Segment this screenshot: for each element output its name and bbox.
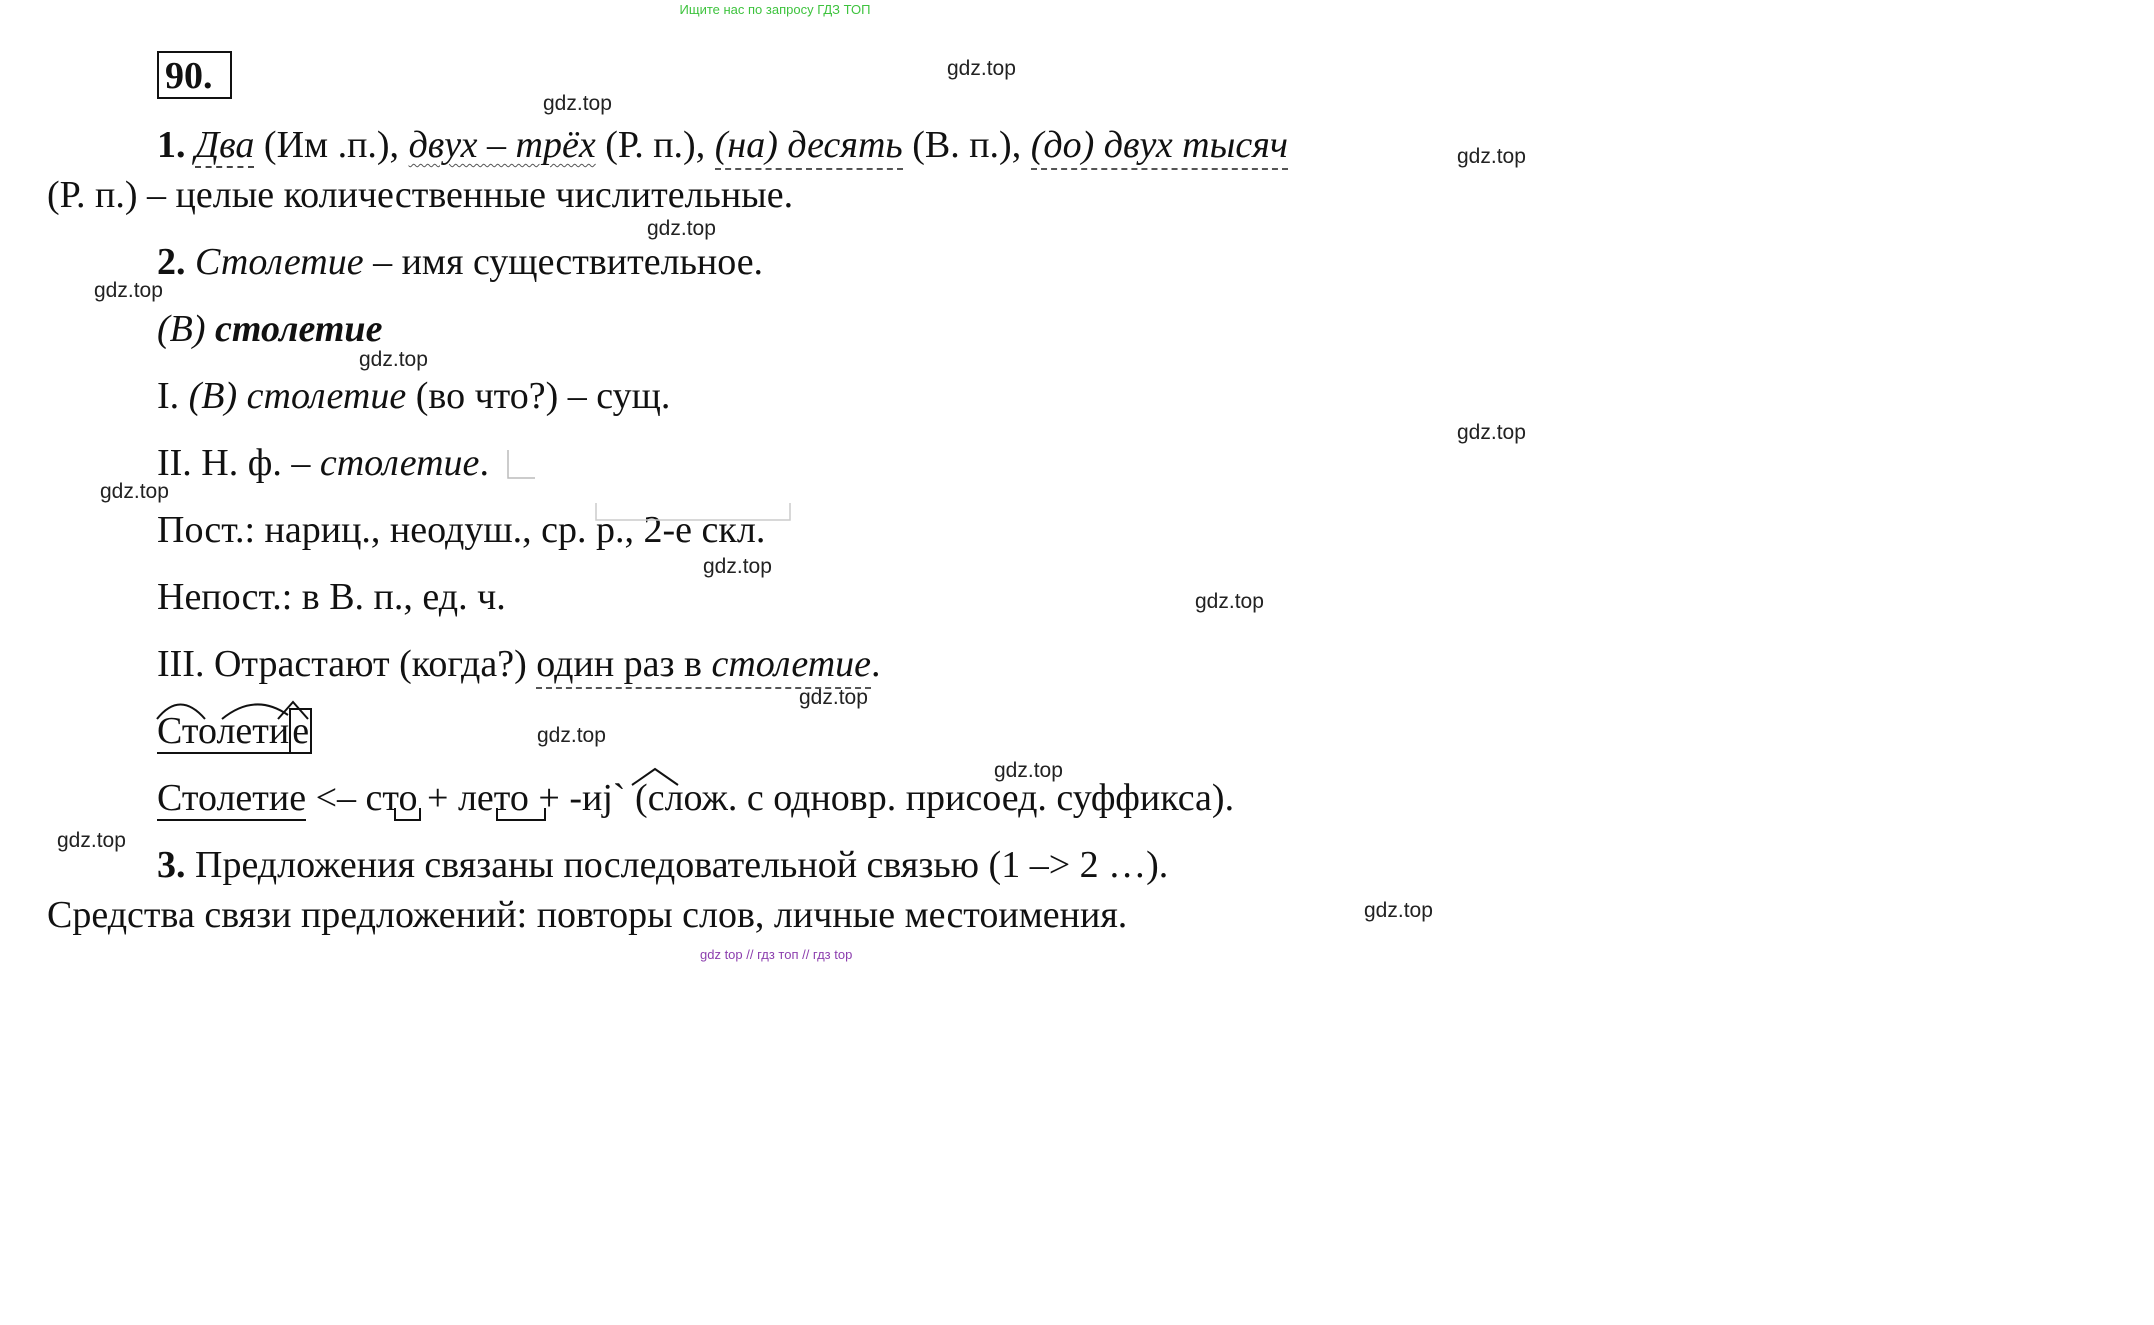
item-3-text: Предложения связаны последовательной связью (1 –> 2 …). xyxy=(185,844,1169,886)
plus: + xyxy=(417,777,458,819)
word-dva: Два xyxy=(195,124,255,166)
word-stem: Столети xyxy=(157,710,290,752)
prefix-arc xyxy=(157,705,205,720)
watermark: gdz.top xyxy=(947,57,1016,80)
variable-features: Непост.: в В. п., ед. ч. xyxy=(157,576,506,618)
word-do-dvuh-tysyach: (до) двух тысяч xyxy=(1031,124,1288,170)
adverbial-phrase: один раз в столетие xyxy=(536,643,871,689)
punct: . xyxy=(479,442,489,484)
watermark: gdz.top xyxy=(1457,421,1526,444)
watermark: gdz.top xyxy=(100,480,169,503)
watermark: gdz.top xyxy=(1195,590,1264,613)
step-text: (во что?) – сущ. xyxy=(406,375,671,417)
watermark: gdz.top xyxy=(543,92,612,115)
item-number: 2. xyxy=(157,241,186,283)
preposition: (В) xyxy=(157,308,216,350)
punct: . xyxy=(871,643,881,685)
step-word: (В) столетие xyxy=(188,375,407,417)
case-text: (В. п.), xyxy=(902,124,1031,166)
arrow-text: <– xyxy=(306,777,366,819)
watermark: gdz.top xyxy=(94,279,163,302)
watermark: gdz.top xyxy=(703,555,772,578)
watermark: gdz.top xyxy=(57,829,126,852)
suffix-ij: иj xyxy=(581,777,613,819)
watermark: gdz.top xyxy=(537,724,606,747)
initial-form: столетие xyxy=(319,442,480,484)
item-number: 3. xyxy=(157,844,186,886)
suffix-mark-ij xyxy=(632,769,678,785)
case-text: (Им .п.), xyxy=(254,124,409,166)
step-label: II. Н. ф. – xyxy=(157,442,320,484)
watermark: gdz.top xyxy=(1457,145,1526,168)
watermark: gdz.top xyxy=(647,217,716,240)
constant-features: Пост.: нариц., неодуш., ср. р., 2-е скл. xyxy=(157,509,766,551)
watermark: gdz.top xyxy=(799,686,868,709)
item-1-line-continued: (Р. п.) – целые количественные числительные. xyxy=(47,174,794,216)
top-banner: Ищите нас по запросу ГДЗ ТОП xyxy=(679,2,871,17)
step-label: I. xyxy=(157,375,189,417)
root-leto: лето xyxy=(457,777,529,819)
word-na-desyat: (на) десять xyxy=(715,124,903,170)
watermark: gdz.top xyxy=(1364,899,1433,922)
derived-word: Столетие xyxy=(157,777,307,819)
watermark: gdz.top xyxy=(994,759,1063,782)
item-3-line-continued: Средства связи предложений: повторы слов, личные местоимения. xyxy=(47,894,1128,936)
plus: + - xyxy=(528,777,582,819)
root-bracket-leto xyxy=(497,808,545,820)
item-number: 1. xyxy=(157,124,186,166)
root-arc xyxy=(222,704,288,719)
pos-text: – имя существительное. xyxy=(363,241,764,283)
footer-watermark: gdz top // гдз топ // гдз top xyxy=(700,947,853,962)
ending-box: е xyxy=(289,708,312,754)
faint-bracket xyxy=(596,503,790,520)
parse-word: столетие xyxy=(215,308,383,350)
word-stoletie: Столетие xyxy=(195,241,364,283)
step-text: III. Отрастают (когда?) xyxy=(157,643,537,685)
cursor-mark xyxy=(508,450,535,478)
case-text: (Р. п.), xyxy=(595,124,715,166)
task-number: 90. xyxy=(157,51,232,99)
word-dvuh-treh: двух – трёх xyxy=(408,124,596,166)
root-sto: сто xyxy=(365,777,418,819)
watermark: gdz.top xyxy=(359,348,428,371)
root-bracket-sto xyxy=(395,808,420,820)
formation-method: ` (слож. с одновр. присоед. суффикса). xyxy=(612,777,1235,819)
